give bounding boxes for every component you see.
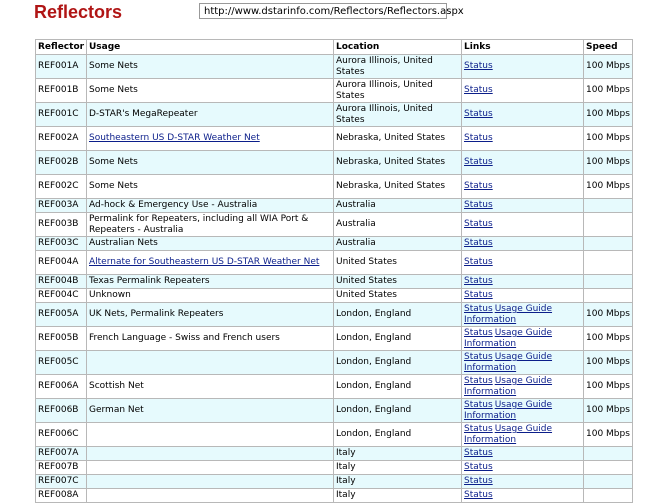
table-row <box>36 237 633 251</box>
speed-cell <box>584 213 633 237</box>
usage-cell: D-STAR's MegaRepeater <box>87 103 334 127</box>
links-cell <box>462 237 584 251</box>
usage-cell: Some Nets <box>87 79 334 103</box>
status-link[interactable]: Status <box>464 352 493 362</box>
reflector-cell: REF002A <box>36 127 87 151</box>
usage-cell: Unknown <box>87 289 334 303</box>
information-link[interactable]: Information <box>464 386 517 397</box>
speed-cell: 100 Mbps <box>584 303 633 327</box>
speed-cell: 100 Mbps <box>584 151 633 175</box>
usage-guide-link[interactable]: Usage Guide <box>494 328 553 338</box>
location-cell: United States <box>334 275 462 289</box>
header-reflector: Reflector <box>36 40 87 55</box>
speed-cell <box>584 199 633 213</box>
table-row <box>36 275 633 289</box>
usage-guide-link[interactable]: Usage Guide <box>494 424 553 434</box>
location-cell: London, England <box>334 375 462 399</box>
usage-cell <box>87 251 334 275</box>
usage-cell: Texas Permalink Repeaters <box>87 275 334 289</box>
reflector-cell: REF007C <box>36 475 87 489</box>
links-cell <box>462 55 584 79</box>
table-row <box>36 475 633 489</box>
usage-cell: Some Nets <box>87 151 334 175</box>
status-link[interactable]: Status <box>464 200 493 211</box>
header-speed: Speed <box>584 40 633 55</box>
location-cell: United States <box>334 251 462 275</box>
speed-cell <box>584 289 633 303</box>
location-cell: Aurora Illinois, United States <box>334 103 462 127</box>
links-cell <box>462 251 584 275</box>
reflector-cell: REF002C <box>36 175 87 199</box>
speed-cell: 100 Mbps <box>584 175 633 199</box>
links-cell <box>462 423 584 447</box>
reflector-cell: REF001B <box>36 79 87 103</box>
links-cell <box>462 213 584 237</box>
usage-cell: Scottish Net <box>87 375 334 399</box>
table-row <box>36 251 633 275</box>
speed-cell: 100 Mbps <box>584 103 633 127</box>
status-link[interactable]: Status <box>464 109 493 120</box>
links-cell <box>462 327 584 351</box>
reflector-cell: REF004B <box>36 275 87 289</box>
reflector-cell: REF002B <box>36 151 87 175</box>
location-cell: Nebraska, United States <box>334 151 462 175</box>
speed-cell <box>584 275 633 289</box>
table-row <box>36 199 633 213</box>
information-link[interactable]: Information <box>464 314 517 325</box>
location-cell: Italy <box>334 489 462 503</box>
reflector-cell: REF006C <box>36 423 87 447</box>
speed-cell <box>584 447 633 461</box>
status-link[interactable]: Status <box>464 85 493 96</box>
table-row <box>36 151 633 175</box>
status-link[interactable]: Status <box>464 238 493 249</box>
usage-cell <box>87 475 334 489</box>
table-row <box>36 447 633 461</box>
table-row <box>36 327 633 351</box>
speed-cell <box>584 489 633 503</box>
usage-link[interactable]: Alternate for Southeastern US D-STAR Weather Net <box>89 257 320 268</box>
status-link[interactable]: Status <box>464 61 493 72</box>
links-cell <box>462 151 584 175</box>
reflector-cell: REF004C <box>36 289 87 303</box>
table-body <box>36 55 633 503</box>
status-link[interactable]: Status <box>464 219 493 230</box>
location-cell: United States <box>334 289 462 303</box>
table-row <box>36 351 633 375</box>
links-cell <box>462 351 584 375</box>
links-cell <box>462 375 584 399</box>
usage-cell: Permalink for Repeaters, including all WIA Port & Repeaters - Australia <box>87 213 334 237</box>
status-link[interactable]: Status <box>464 490 493 501</box>
reflector-cell: REF003A <box>36 199 87 213</box>
table-row <box>36 213 633 237</box>
speed-cell: 100 Mbps <box>584 423 633 447</box>
reflector-cell: REF007B <box>36 461 87 475</box>
reflector-cell: REF005B <box>36 327 87 351</box>
status-link[interactable]: Status <box>464 328 493 338</box>
links-cell <box>462 127 584 151</box>
speed-cell: 100 Mbps <box>584 79 633 103</box>
location-cell: Nebraska, United States <box>334 175 462 199</box>
reflector-cell: REF001C <box>36 103 87 127</box>
table-row <box>36 461 633 475</box>
usage-cell: German Net <box>87 399 334 423</box>
reflector-cell: REF005A <box>36 303 87 327</box>
usage-cell <box>87 489 334 503</box>
status-link[interactable]: Status <box>464 476 493 487</box>
speed-cell: 100 Mbps <box>584 127 633 151</box>
information-link[interactable]: Information <box>464 410 517 421</box>
usage-cell: Some Nets <box>87 175 334 199</box>
usage-cell: UK Nets, Permalink Repeaters <box>87 303 334 327</box>
status-link[interactable]: Status <box>464 181 493 192</box>
location-cell: London, England <box>334 423 462 447</box>
location-cell: Australia <box>334 213 462 237</box>
status-link[interactable]: Status <box>464 257 493 268</box>
table-row <box>36 399 633 423</box>
status-link[interactable]: Status <box>464 304 493 314</box>
location-cell: London, England <box>334 351 462 375</box>
links-cell <box>462 79 584 103</box>
location-cell: London, England <box>334 303 462 327</box>
reflector-cell: REF007A <box>36 447 87 461</box>
speed-cell <box>584 461 633 475</box>
status-link[interactable]: Status <box>464 376 493 386</box>
usage-cell: French Language - Swiss and French users <box>87 327 334 351</box>
status-link[interactable]: Status <box>464 400 493 410</box>
table-row <box>36 303 633 327</box>
location-cell: Australia <box>334 199 462 213</box>
usage-cell <box>87 127 334 151</box>
header-row <box>36 40 633 55</box>
speed-cell <box>584 251 633 275</box>
status-link[interactable]: Status <box>464 133 493 144</box>
usage-cell: Ad-hock & Emergency Use - Australia <box>87 199 334 213</box>
page-title: Reflectors <box>34 2 123 22</box>
usage-cell <box>87 423 334 447</box>
location-cell: Nebraska, United States <box>334 127 462 151</box>
usage-cell <box>87 351 334 375</box>
reflector-cell: REF008A <box>36 489 87 503</box>
reflector-cell: REF004A <box>36 251 87 275</box>
status-link[interactable]: Status <box>464 290 493 301</box>
reflector-cell: REF001A <box>36 55 87 79</box>
location-cell: London, England <box>334 399 462 423</box>
speed-cell: 100 Mbps <box>584 327 633 351</box>
address-bar[interactable]: http://www.dstarinfo.com/Reflectors/Reflectors.aspx <box>199 3 447 19</box>
header-links: Links <box>462 40 584 55</box>
location-cell: Aurora Illinois, United States <box>334 79 462 103</box>
links-cell <box>462 199 584 213</box>
speed-cell <box>584 237 633 251</box>
usage-cell <box>87 447 334 461</box>
location-cell: Australia <box>334 237 462 251</box>
status-link[interactable]: Status <box>464 448 493 459</box>
usage-cell: Some Nets <box>87 55 334 79</box>
status-link[interactable]: Status <box>464 276 493 287</box>
table-row <box>36 55 633 79</box>
speed-cell: 100 Mbps <box>584 351 633 375</box>
status-link[interactable]: Status <box>464 424 493 434</box>
status-link[interactable]: Status <box>464 462 493 473</box>
location-cell: Italy <box>334 447 462 461</box>
reflector-cell: REF003B <box>36 213 87 237</box>
links-cell <box>462 461 584 475</box>
links-cell <box>462 447 584 461</box>
table-row <box>36 79 633 103</box>
links-cell <box>462 399 584 423</box>
speed-cell: 100 Mbps <box>584 375 633 399</box>
status-link[interactable]: Status <box>464 157 493 168</box>
information-link[interactable]: Information <box>464 362 517 373</box>
location-cell: Aurora Illinois, United States <box>334 55 462 79</box>
links-cell <box>462 275 584 289</box>
usage-cell: Australian Nets <box>87 237 334 251</box>
location-cell: Italy <box>334 461 462 475</box>
reflector-cell: REF005C <box>36 351 87 375</box>
links-cell <box>462 475 584 489</box>
reflector-cell: REF006A <box>36 375 87 399</box>
table-row <box>36 375 633 399</box>
links-cell <box>462 103 584 127</box>
usage-cell <box>87 461 334 475</box>
links-cell <box>462 489 584 503</box>
table-row <box>36 289 633 303</box>
location-cell: Italy <box>334 475 462 489</box>
header-location: Location <box>334 40 462 55</box>
links-cell <box>462 303 584 327</box>
information-link[interactable]: Information <box>464 338 517 349</box>
table-row <box>36 489 633 503</box>
usage-link[interactable]: Southeastern US D-STAR Weather Net <box>89 133 260 144</box>
reflector-cell: REF003C <box>36 237 87 251</box>
links-cell <box>462 289 584 303</box>
information-link[interactable]: Information <box>464 434 517 445</box>
table-row <box>36 175 633 199</box>
usage-guide-link[interactable]: Usage Guide <box>494 352 553 362</box>
speed-cell: 100 Mbps <box>584 55 633 79</box>
usage-guide-link[interactable]: Usage Guide <box>494 304 553 314</box>
usage-guide-link[interactable]: Usage Guide <box>494 376 553 386</box>
table-row <box>36 423 633 447</box>
speed-cell <box>584 475 633 489</box>
reflectors-table <box>35 39 633 503</box>
speed-cell: 100 Mbps <box>584 399 633 423</box>
usage-guide-link[interactable]: Usage Guide <box>494 400 553 410</box>
table-row <box>36 103 633 127</box>
table-row <box>36 127 633 151</box>
reflector-cell: REF006B <box>36 399 87 423</box>
links-cell <box>462 175 584 199</box>
location-cell: London, England <box>334 327 462 351</box>
header-usage: Usage <box>87 40 334 55</box>
